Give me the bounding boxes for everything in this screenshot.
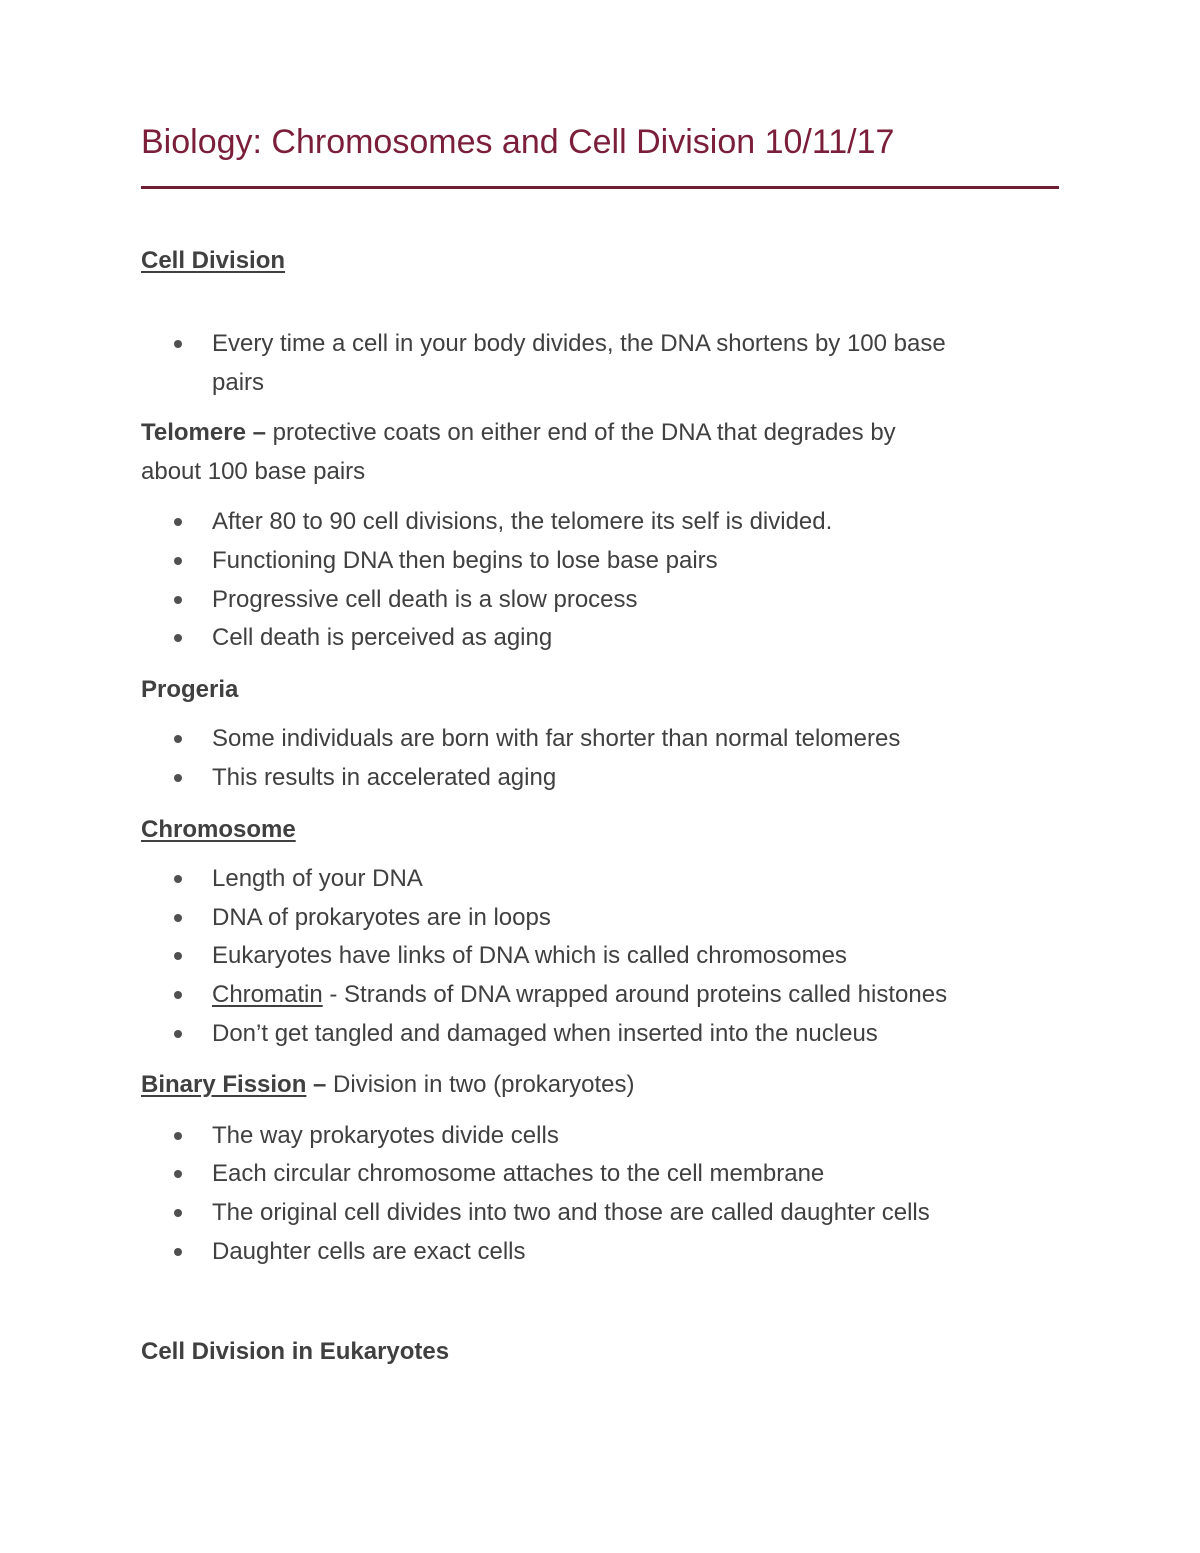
bullet-icon [174,1030,182,1038]
list-item-text: Cell death is perceived as aging [212,624,553,651]
term-chromatin: Chromatin [212,981,323,1008]
bullet-icon [174,1209,182,1217]
list-item-text: Don’t get tangled and damaged when inserted into the nucleus [212,1020,878,1047]
list-item-text: Each circular chromosome attaches to the cell membrane [212,1160,825,1187]
bullet-icon [174,557,182,565]
telomere-definition [141,416,896,450]
section-heading-eukaryotes: Cell Division in Eukaryotes [141,1338,450,1365]
list-item-text: Some individuals are born with far shorter than normal telomeres [212,725,901,752]
page-title: Biology: Chromosomes and Cell Division 10/11/17 [141,123,895,161]
section-heading-cell-division: Cell Division [141,247,286,274]
list-item-text: Progressive cell death is a slow process [212,586,638,613]
term-binary-fission: Binary Fission [141,1071,307,1098]
bullet-icon [174,991,182,999]
list-item-text: The way prokaryotes divide cells [212,1122,559,1149]
binary-fission-dash: – [306,1071,327,1098]
binary-fission-definition [141,1068,635,1102]
title-divider [141,186,1059,189]
chromatin-definition: - Strands of DNA wrapped around proteins called histones [322,981,948,1008]
bullet-icon [174,340,182,348]
bullet-icon [174,952,182,960]
telomere-definition-text: protective coats on either end of the DNA that degrades by [265,419,896,446]
bullet-icon [174,875,182,883]
section-heading-chromosome: Chromosome [141,816,296,843]
telomere-definition-continuation: about 100 base pairs [141,458,366,485]
list-item-text: DNA of prokaryotes are in loops [212,904,551,931]
bullet-icon [174,518,182,526]
bullet-icon [174,1170,182,1178]
bullet-icon [174,914,182,922]
list-item-text: After 80 to 90 cell divisions, the telomere its self is divided. [212,508,833,535]
bullet-icon [174,1132,182,1140]
bullet-icon [174,774,182,782]
bullet-icon [174,596,182,604]
bullet-icon [174,1248,182,1256]
list-item-text: Eukaryotes have links of DNA which is called chromosomes [212,942,847,969]
list-item-text: Functioning DNA then begins to lose base pairs [212,547,718,574]
list-item-continuation: pairs [212,369,265,396]
bullet-icon [174,634,182,642]
list-item-text [212,978,947,1012]
section-heading-progeria: Progeria [141,676,239,703]
list-item-text: Daughter cells are exact cells [212,1238,526,1265]
list-item-text: The original cell divides into two and those are called daughter cells [212,1199,930,1226]
binary-fission-definition-text: Division in two (prokaryotes) [326,1071,635,1098]
list-item-text: This results in accelerated aging [212,764,557,791]
term-telomere: Telomere – [141,419,266,446]
bullet-icon [174,735,182,743]
list-item-text: Length of your DNA [212,865,423,892]
list-item-text: Every time a cell in your body divides, the DNA shortens by 100 base [212,330,946,357]
